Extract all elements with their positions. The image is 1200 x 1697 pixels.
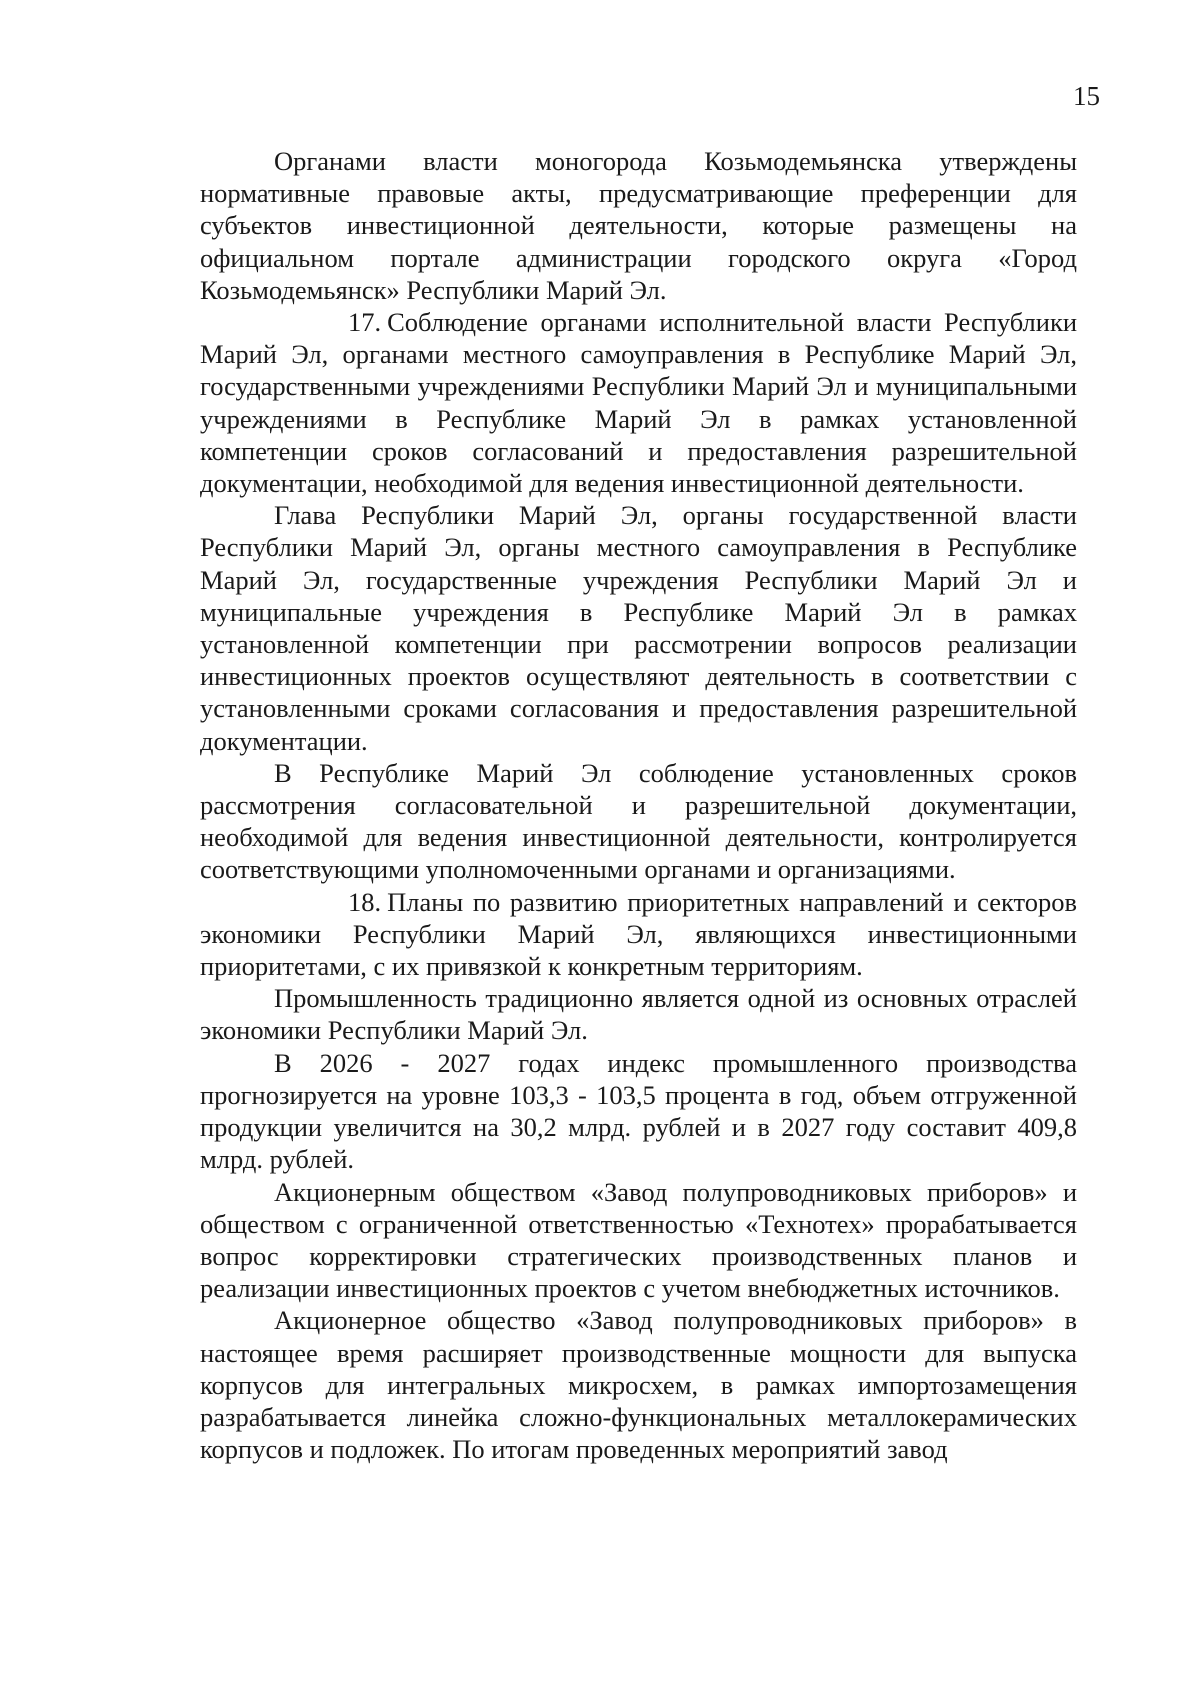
page-number: 15 (1073, 81, 1100, 111)
paragraph (200, 499, 1077, 757)
paragraph-text: Промышленность традиционно является одной из основных отраслей экономики Республики Марий Эл. (200, 983, 1077, 1046)
paragraph-text: В Республике Марий Эл соблюдение установленных сроков рассмотрения согласовательной и разрешительной документации, необходимой для ведения инвестиционной деятельности, контролируется соответствующими уполномоченными органами и организациями. (200, 757, 1077, 885)
paragraph-text: В 2026 - 2027 годах индекс промышленного производства прогнозируется на уровне 103,3 - 103,5 процента в год, объем отгруженной продукции увеличится на 30,2 млрд. рублей и в 2027 году составит 409,8 млрд. рублей. (200, 1047, 1077, 1175)
paragraph (200, 1304, 1077, 1465)
paragraph-text: Глава Республики Марий Эл, органы государственной власти Республики Марий Эл, органы местного самоуправления в Республике Марий Эл, государственные учреждения Республики Марий Эл и муниципальные учреждения в Республике Марий Эл в рамках установленной компетенции при рассмотрении вопросов реализации инвестиционных проектов осуществляют деятельность в соответствии с установленными сроками согласования и предоставления разрешительной документации. (200, 500, 1077, 756)
paragraph (200, 982, 1077, 1046)
paragraph-text: Органами власти моногорода Козьмодемьянска утверждены нормативные правовые акты, предусматривающие преференции для субъектов инвестиционной деятельности, которые размещены на официальном портале администрации городского округа «Город Козьмодемьянск» Республики Марий Эл. (200, 146, 1077, 305)
paragraph (200, 1176, 1077, 1305)
document-body (200, 145, 1077, 1465)
paragraph-text: Соблюдение органами исполнительной власти Республики Марий Эл, органами местного самоуправления в Республике Марий Эл, государственными учреждениями Республики Марий Эл и муниципальными учреждениями в Республике Марий Эл в рамках установленной компетенции сроков согласований и предоставления разрешительной документации, необходимой для ведения инвестиционной деятельности. (200, 307, 1077, 499)
paragraph-number: 18. (348, 886, 382, 917)
paragraph-text: Акционерное общество «Завод полупроводниковых приборов» в настоящее время расширяет производственные мощности для выпуска корпусов для интегральных микросхем, в рамках импортозамещения разрабатывается линейка сложно-функциональных металлокерамических корпусов и подложек. По итогам проведенных мероприятий завод (200, 1305, 1077, 1465)
paragraph-text: Акционерным обществом «Завод полупроводниковых приборов» и обществом с ограниченной ответственностью «Технотех» прорабатывается вопрос корректировки стратегических производственных планов и реализации инвестиционных проектов с учетом внебюджетных источников. (200, 1176, 1077, 1304)
paragraph-numbered (200, 306, 1077, 499)
paragraph-number: 17. (348, 307, 382, 338)
paragraph (200, 145, 1077, 306)
paragraph-text: Планы по развитию приоритетных направлений и секторов экономики Республики Марий Эл, являющихся инвестиционными приоритетами, с их привязкой к конкретным территориям. (200, 886, 1077, 982)
paragraph (200, 1047, 1077, 1176)
paragraph (200, 757, 1077, 886)
paragraph-numbered (200, 886, 1077, 983)
